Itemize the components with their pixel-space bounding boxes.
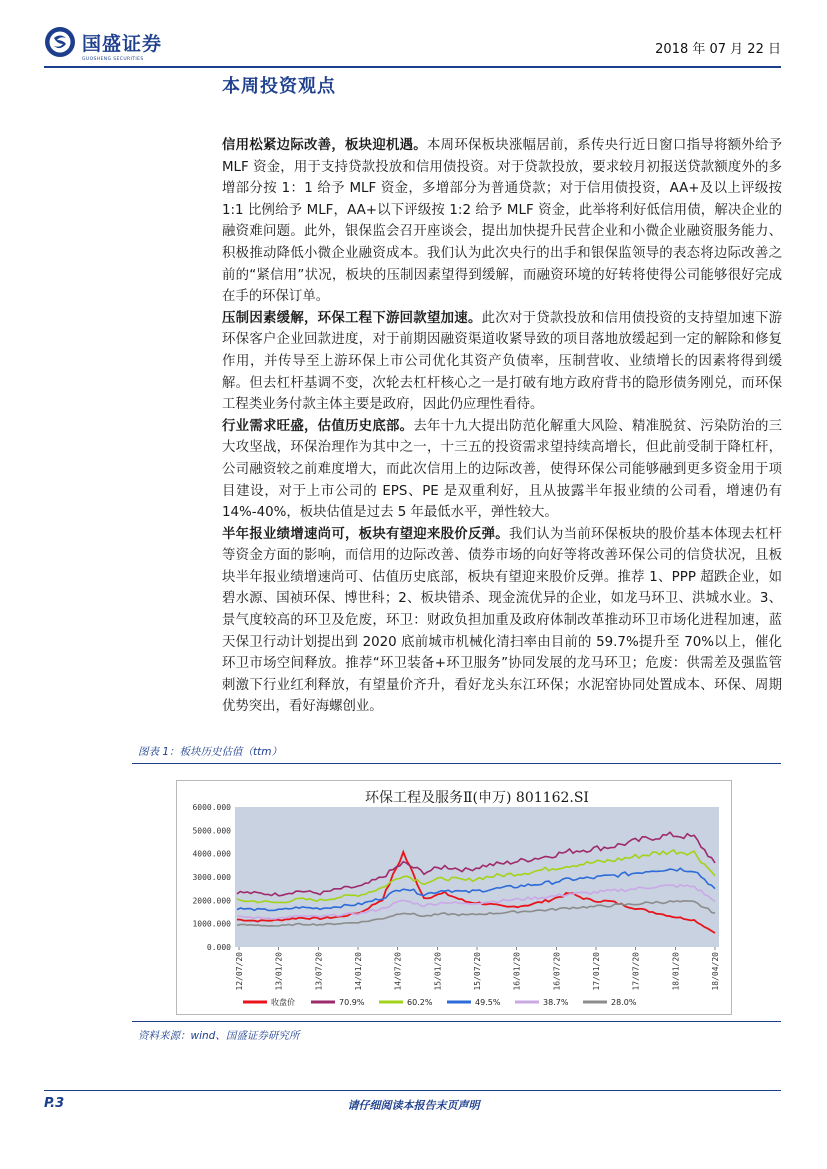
paragraph-lead: 行业需求旺盛，估值历史底部。: [222, 418, 414, 434]
paragraph: [222, 135, 782, 308]
x-tick-label: 17/01/20: [592, 952, 601, 991]
y-tick-label: 0.000: [206, 943, 231, 952]
paragraph-text: 本周环保板块涨幅居前，系传央行近日窗口指导将额外给予 MLF 资金，用于支持贷款投放和信用债投资。对于贷款投放，要求较月初报送贷款额度外的多增部分按 1：1 给予 MLF 资金，多增部分为普通贷款；对于信用债投资，AA+及以上评级按 1:1 比例给予 MLF，AA+以下评级按 1:2 给予 MLF 资金，此举将利好低信用债，解决企业的融资难问题。此外，银保监会召开座谈会，提出加快提升民营企业和小微企业融资服务能力、积极推动降低小微企业融资成本。我们认为此次央行的出手和银保监领导的表态将边际改善之前的“紧信用”状况，板块的压制因素望得到缓解，而融资环境的好转将使得公司能够很好完成在手的环保订单。: [222, 138, 783, 305]
logo-text: 国盛证券: [82, 32, 163, 55]
x-tick-label: 14/01/20: [354, 952, 363, 991]
figure-caption: 图表 1：板块历史估值（ttm）: [138, 746, 282, 758]
y-tick-label: 6000.000: [192, 803, 231, 812]
x-tick-label: 15/07/20: [473, 952, 482, 991]
page-number: P.3: [44, 1096, 65, 1111]
y-tick-label: 2000.000: [192, 896, 231, 906]
x-tick-label: 15/01/20: [433, 952, 443, 991]
legend-label: 60.2%: [407, 998, 433, 1007]
legend-label: 收盘价: [271, 998, 295, 1007]
footer-divider: [44, 1090, 781, 1091]
paragraph: [222, 308, 782, 416]
valuation-chart: [177, 781, 731, 1014]
body-text: [222, 135, 782, 718]
x-tick-label: 14/07/20: [393, 952, 403, 991]
footer-disclaimer: 请仔细阅读本报告末页声明: [347, 1099, 480, 1112]
y-tick-label: 4000.000: [192, 849, 231, 859]
paragraph-text: 此次对于贷款投放和信用债投资的支持望加速下游环保客户企业回款进度，对于前期因融资渠道收紧导致的项目落地放缓起到一定的解除和修复作用，并传导至上游环保上市公司优化其资产负债率，压制营收、业绩增长的因素将得到缓解。但去杠杆基调不变，次轮去杠杆核心之一是打破有地方政府背书的隐形债务刚兑，而环保工程类业务付款主体主要是政府，因此仍应理性看待。: [222, 310, 782, 413]
x-tick-label: 16/07/20: [552, 952, 562, 991]
y-tick-label: 1000.000: [192, 919, 231, 929]
chart-title: 环保工程及服务Ⅱ(申万) 801162.SI: [365, 790, 589, 806]
paragraph-text: 我们认为当前环保板块的股价基本体现去杠杆等资金方面的影响，而信用的边际改善、债券市场的向好等将改善环保公司的信贷状况，且板块半年报业绩增速尚可、估值历史底部，板块有望迎来股价反弹。推荐 1、PPP 超跌企业，如碧水源、国祯环保、博世科；2、板块错杀、现金流优异的企业，如龙马环卫、洪城水业。3、景气度较高的环卫及危废，环卫：财政负担加重及政府体制改革推动环卫市场化进程加速，蓝天保卫行动计划提出到 2020 底前城市机械化清扫率由目前的 59.7%提升至 70%以上，催化环卫市场空间释放。推荐“环卫装备+环卫服务”协同发展的龙马环卫；危废：供需差及强监管刺激下行业红利释放，有望量价齐升，看好龙头东江环保；水泥窑协同处置成本、环保、周期优势突出，看好海螺创业。: [222, 526, 782, 715]
legend-label: 70.9%: [339, 998, 365, 1007]
paragraph-text: 去年十九大提出防范化解重大风险、精准脱贫、污染防治的三大攻坚战，环保治理作为其中之一，十三五的投资需求望持续高增长，但此前受制于降杠杆，公司融资较之前难度增大，而此次信用上的边际改善，使得环保公司能够融到更多资金用于项目建设，对于上市公司的 EPS、PE 是双重利好，且从披露半年报业绩的公司看，增速仍有 14%-40%，板块估值是过去 5 年最低水平，弹性较大。: [222, 418, 782, 521]
logo-icon: [44, 26, 76, 58]
y-tick-label: 3000.000: [192, 873, 231, 882]
paragraph-lead: 压制因素缓解，环保工程下游回款望加速。: [222, 310, 482, 326]
legend-label: 38.7%: [543, 998, 569, 1007]
paragraph: [222, 524, 782, 718]
x-tick-label: 13/01/20: [274, 952, 284, 991]
legend-label: 28.0%: [611, 998, 637, 1007]
paragraph: [222, 416, 782, 524]
x-tick-label: 13/07/20: [314, 952, 324, 991]
chart-container: [176, 780, 732, 1015]
section-title: 本周投资观点: [222, 76, 336, 97]
header-divider: [44, 66, 781, 68]
company-logo: [44, 26, 162, 58]
x-tick-label: 16/01/20: [512, 952, 522, 991]
paragraph-lead: 信用松紧边际改善，板块迎机遇。: [222, 138, 427, 153]
x-tick-label: 17/07/20: [631, 952, 641, 991]
figure-source: 资料来源：wind、国盛证券研究所: [138, 1030, 300, 1042]
plot-area: [235, 807, 719, 947]
x-tick-label: 18/01/20: [671, 952, 681, 991]
legend-label: 49.5%: [475, 998, 501, 1007]
paragraph-lead: 半年报业绩增速尚可，板块有望迎来股价反弹。: [222, 526, 509, 542]
x-tick-label: 18/04/20: [711, 952, 720, 991]
report-date: 2018 年 07 月 22 日: [655, 42, 781, 57]
logo-subtitle: GUOSHENG SECURITIES: [82, 57, 144, 62]
figure-divider-bottom: [132, 1021, 781, 1022]
figure-divider-top: [132, 763, 781, 764]
x-tick-label: 12/07/20: [235, 952, 244, 991]
y-tick-label: 5000.000: [192, 826, 231, 836]
